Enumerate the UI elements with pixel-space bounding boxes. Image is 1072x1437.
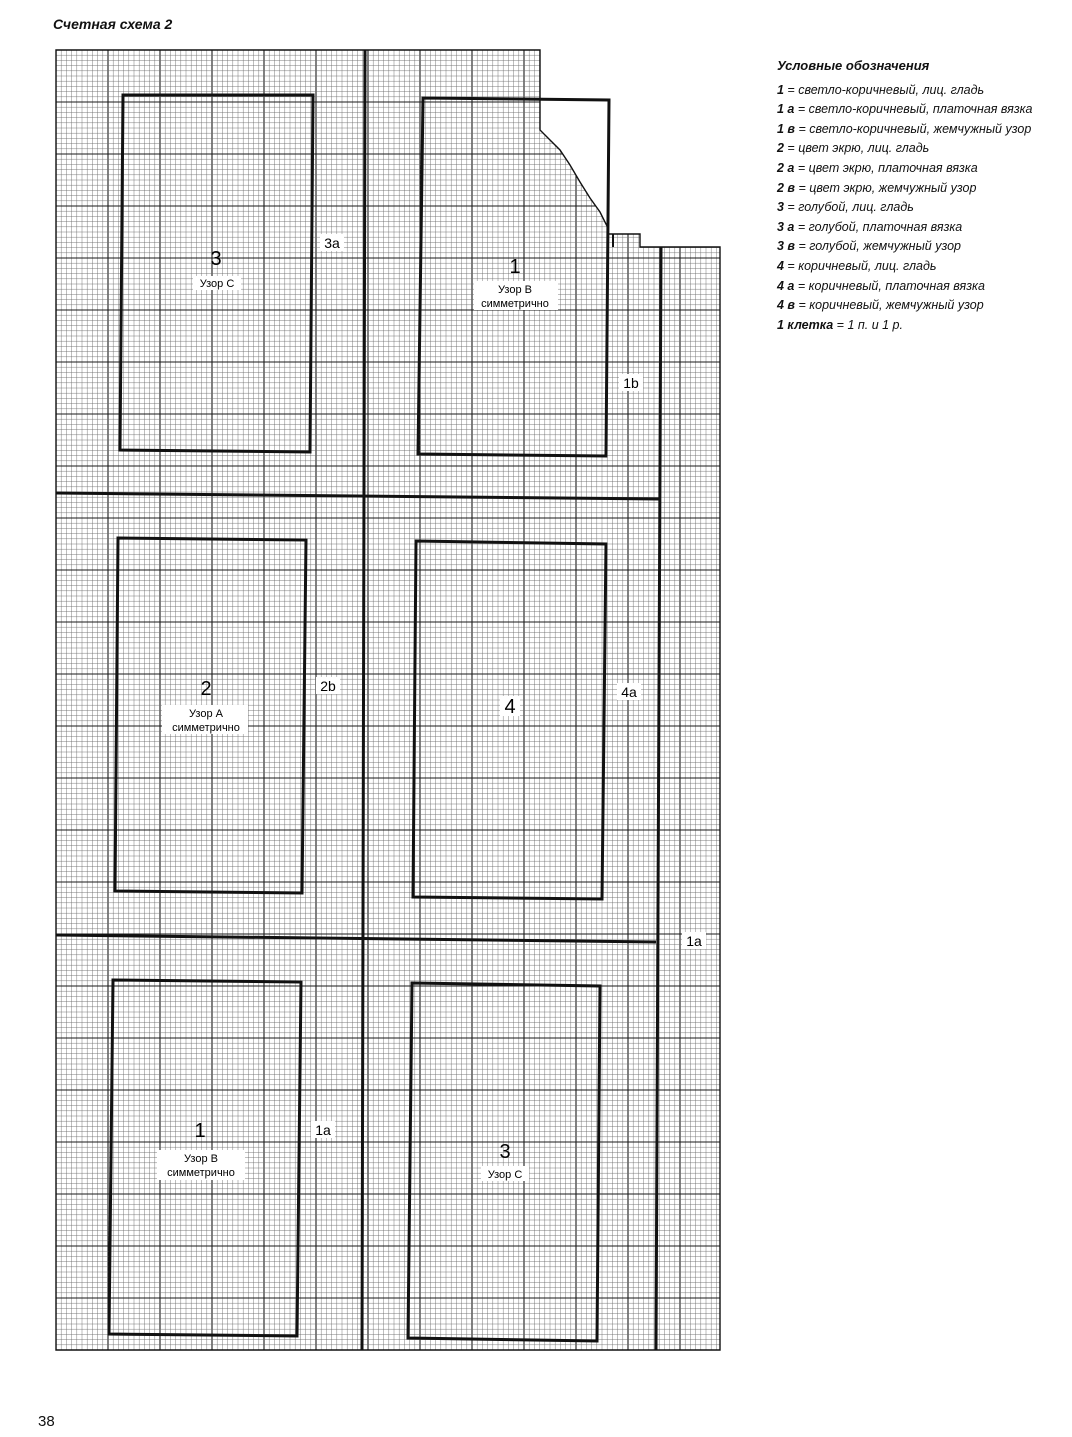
zone-label: 1a	[686, 933, 702, 949]
block-label-top-left	[193, 248, 241, 290]
legend-key: 1 в	[777, 121, 795, 136]
legend-text: = голубой, жемчужный узор	[794, 239, 962, 254]
legend-item	[777, 100, 1067, 120]
block-symmetric: симметрично	[167, 1167, 235, 1179]
chart-title: Счетная схема 2	[53, 16, 173, 32]
block-pattern: Узор С	[199, 278, 235, 290]
block-symmetric: симметрично	[481, 298, 549, 310]
legend-key: 2 а	[777, 160, 795, 175]
legend-item	[777, 257, 1067, 277]
block-number: 2	[200, 678, 212, 700]
legend-key: 4	[777, 258, 784, 273]
legend-item	[777, 218, 1067, 238]
block-number: 3	[210, 248, 222, 270]
legend-text: = голубой, платочная вязка	[794, 219, 963, 234]
legend-item	[777, 81, 1067, 101]
block-number: 3	[499, 1141, 511, 1163]
legend-key: 2	[777, 141, 784, 156]
legend-list	[777, 81, 1067, 336]
legend-key: 1 а	[777, 102, 795, 117]
block-number: 1	[509, 256, 521, 278]
legend	[777, 56, 1067, 335]
legend-key: 2 в	[777, 180, 795, 195]
legend-key: 4 в	[777, 298, 795, 313]
legend-item	[777, 237, 1067, 257]
page-number: 38	[38, 1413, 55, 1430]
block-pattern: Узор В	[498, 284, 532, 296]
section-divider-horizontal	[56, 493, 660, 499]
section-divider-vertical	[362, 50, 365, 1350]
legend-item	[777, 198, 1067, 218]
legend-key: 3 в	[777, 239, 795, 254]
legend-key: 3 а	[777, 219, 795, 234]
legend-text: = цвет экрю, платочная вязка	[794, 160, 978, 175]
section-divider-horizontal	[56, 935, 656, 942]
legend-text: = светло-коричневый, платочная вязка	[794, 102, 1033, 117]
zone-label: 1b	[623, 375, 639, 391]
block-symmetric: симметрично	[172, 722, 240, 734]
legend-text: = коричневый, жемчужный узор	[794, 298, 984, 313]
legend-title: Условные обозначения	[777, 58, 930, 73]
legend-item	[777, 159, 1067, 179]
legend-key: 3	[777, 200, 784, 215]
legend-text: = цвет экрю, лиц. гладь	[783, 141, 930, 156]
legend-text: = светло-коричневый, жемчужный узор	[794, 121, 1032, 136]
zone-label: 1a	[315, 1122, 331, 1138]
legend-text: = цвет экрю, жемчужный узор	[794, 180, 977, 195]
block-label-top-right	[474, 256, 558, 310]
legend-text: = коричневый, лиц. гладь	[783, 258, 937, 273]
legend-key: 4 а	[777, 278, 795, 293]
legend-text: = коричневый, платочная вязка	[794, 278, 985, 293]
zone-label: 2b	[320, 678, 336, 694]
legend-item	[777, 277, 1067, 297]
block-label-middle-left	[162, 678, 248, 734]
legend-item	[777, 120, 1067, 140]
block-pattern: Узор А	[189, 708, 223, 720]
legend-item	[777, 139, 1067, 159]
pattern-block-frame	[413, 541, 606, 899]
legend-key: 1	[777, 82, 784, 97]
section-divider-vertical	[656, 247, 661, 1350]
legend-text: = светло-коричневый, лиц. гладь	[783, 82, 985, 97]
legend-text: = 1 п. и 1 р.	[833, 317, 903, 332]
block-pattern: Узор В	[184, 1153, 218, 1165]
legend-item	[777, 179, 1067, 199]
block-number: 4	[504, 696, 516, 718]
block-pattern: Узор С	[487, 1169, 523, 1181]
legend-item	[777, 296, 1067, 316]
block-number: 1	[194, 1120, 206, 1142]
zone-label: 4a	[621, 684, 637, 700]
legend-text: = голубой, лиц. гладь	[783, 200, 914, 215]
legend-key: 1 клетка	[777, 317, 834, 332]
block-label-middle-right	[500, 696, 520, 718]
zone-label: 3a	[324, 235, 340, 251]
legend-item	[777, 316, 1067, 336]
